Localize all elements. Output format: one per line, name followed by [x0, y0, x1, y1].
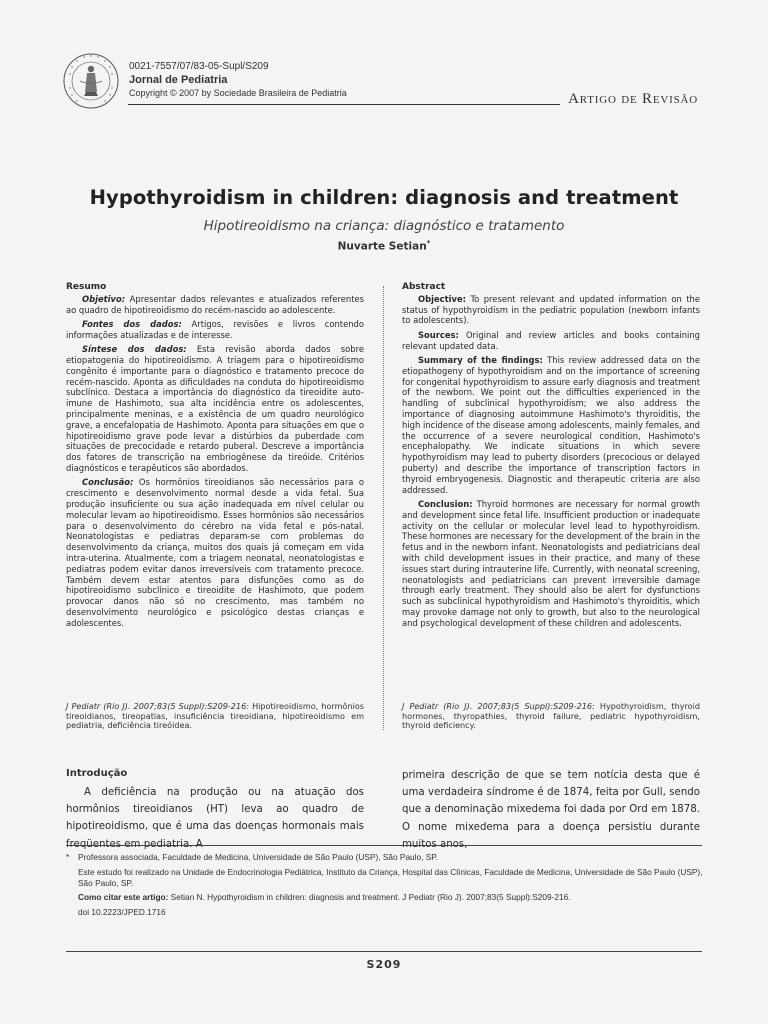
- resumo-sintese-text: Esta revisão aborda dados sobre etiopatogenia do hipotireoidismo. A triagem para o hipotireoidismo congênito é importante para o diagnóstico e tratamento precoce do recém-nascido. Aponta as dificuldades na conduta do hipotireoidismo subclínico. Destaca a importância do diagnóstico da tireoidite auto-imune de Hashimoto, sua alta incidência entre os adolescentes, principalmente meninas, e a existência de um quadro neurológico grave, a encefalopatia de Hashimoto. Aponta para situações em que o hipotireoidismo grave pode levar a distúrbios da puberdade com situações de precocidade e retardo puberal. Descreve a importância dos fatores de transcrição na embriogênese da tireóide. Critérios diagnósticos e terapêuticos são abordados.: [66, 344, 364, 473]
- resumo-conclusao-label: Conclusão:: [82, 477, 134, 488]
- abstract-summary: [402, 355, 700, 495]
- abstract-conclusion-text: Thyroid hormones are necessary for normal growth and development since fetal life. Insufficient production or inadequate activity on the cellular or molecular level lead to hypothyroidism. These hormones are necessary for the development of the brain in the fetus and in the newborn infant. Neonatologists and pediatricians deal with child development issues in their practice, and many of these issues start during intrauterine life. Currently, with neonatal screening, neonatologists and pediatricians can prevent irreversible damage through early treatment. They should also be alert for dysfunctions such as subclinical hypothyroidism and Hashimoto's thyroiditis, which may provoke damage not only to growth, but also to the neurological and psychological development of these children and adolescents.: [402, 498, 700, 628]
- resumo-heading: Resumo: [66, 282, 107, 292]
- intro-paragraph-left: A deficiência na produção ou na atuação dos hormônios tireoidianos (HT) leva ao quadro de hipotireoidismo, que é uma das doenças hormonais mais freqüentes em pediatria. A: [66, 787, 364, 850]
- abstract-objective-label: Objective:: [418, 293, 466, 304]
- abstract-sources-text: Original and review articles and books containing relevant updated data.: [402, 329, 700, 351]
- abstract-objective-text: To present relevant and updated information on the status of hypothyroidism in the pediatric population (newborn infants to adolescents).: [402, 293, 700, 326]
- column-divider: [383, 286, 384, 730]
- author-footnote-mark: *: [426, 239, 431, 247]
- footnote-institution: Este estudo foi realizado na Unidade de Endocrinologia Pediátrica, Instituto da Criança, Hospital das Clínicas, Faculdade de Medicina, Universidade de São Paulo (USP), São Paulo, SP.: [78, 867, 703, 888]
- footnote-doi: doi 10.2223/JPED.1716: [78, 907, 166, 917]
- article-subtitle: Hipotireoidismo na criança: diagnóstico e tratamento: [203, 218, 565, 234]
- journal-name: Jornal de Pediatria: [129, 74, 228, 86]
- abstract-conclusion: [402, 499, 700, 629]
- resumo-keywords-text: Hipotireoidismo, hormônios tireoidianos, tireopatias, insuficiência tireoidiana, hipotireoidismo em pediatria, deficiência tireóidea.: [66, 701, 364, 731]
- intro-paragraph-right: primeira descrição de que se tem notícia desta que é uma verdadeira síndrome é de 1874, feita por Gull, sendo que a denominação mixedema foi dada por Ord em 1878. O nome mixedema para a doença persistiu durante muitos anos,: [402, 770, 700, 850]
- author-line: [0, 239, 768, 253]
- resumo-conclusao: [66, 477, 364, 628]
- abstract-summary-label: Summary of the findings:: [418, 354, 543, 365]
- section-label: Artigo de Revisão: [568, 91, 698, 107]
- author-name: Nuvarte Setian: [337, 240, 427, 253]
- resumo-objetivo-text: Apresentar dados relevantes e atualizados referentes ao quadro de hipotireoidismo do recém-nascido ao adolescente.: [66, 293, 364, 315]
- footnote-affiliation: Professora associada, Faculdade de Medicina, Universidade de São Paulo (USP), São Paulo, SP.: [78, 852, 439, 862]
- footnote-rule: [66, 845, 702, 846]
- abstract-sources-label: Sources:: [418, 329, 459, 340]
- resumo-sintese: [66, 344, 364, 474]
- abstract-heading: Abstract: [402, 282, 446, 292]
- abstract-sources: [402, 330, 700, 352]
- intro-text-right: [402, 767, 700, 853]
- footnote-citation: [78, 892, 703, 903]
- resumo-fontes-text: Artigos, revisões e livros contendo informações atualizadas e de interesse.: [66, 318, 364, 340]
- resumo-keywords: [66, 702, 364, 731]
- resumo-sintese-label: Síntese dos dados:: [82, 344, 187, 355]
- resumo-section: [66, 282, 364, 632]
- footnote-cite-label: Como citar este artigo:: [78, 892, 169, 902]
- abstract-keywords-text: Hypothyroidism, thyroid hormones, thyropathies, thyroid failure, pediatric hypothyroidism, thyroid deficiency.: [402, 701, 700, 731]
- header-rule: [128, 104, 560, 105]
- resumo-fontes-label: Fontes dos dados:: [82, 318, 182, 329]
- footnote-mark: *: [66, 852, 70, 862]
- page-rule: [66, 951, 702, 952]
- footnote-cite-text: Setian N. Hypothyroidism in children: diagnosis and treatment. J Pediatr (Rio J). 2007;83(5 Suppl):S209-216.: [168, 892, 571, 902]
- abstract-summary-text: This review addressed data on the etiopathogeny of hypothyroidism and on the importance of screening for congenital hypothyroidism to assure early diagnosis and treatment of the newborn. We point out the difficulties experienced in the handling of subclinical hypothyroidism; we also address the importance of diagnosing autoimmune Hashimoto's thyroiditis, the high incidence of the disease among adolescents, mainly females, and the occurrence of a severe neurological condition, Hashimoto's encephalopathy. We indicate situations in which severe hypothyroidism may lead to puberty disorders (precocious or delayed puberty) and describe the importance of transcription factors in thyroid embryogenesis. Diagnostic and therapeutic criteria are also addressed.: [402, 354, 700, 495]
- abstract-section: [402, 282, 700, 632]
- resumo-fontes: [66, 319, 364, 341]
- abstract-conclusion-label: Conclusion:: [418, 498, 473, 509]
- resumo-conclusao-text: Os hormônios tireoidianos são necessários para o crescimento e desenvolvimento normal desde a vida fetal. Sua produção insuficiente ou sua ação inadequada em nível celular ou molecular levam ao hipotireoidismo. Esses hormônios são necessários para o desenvolvimento do cérebro na vida fetal e pós-natal. Neonatologistas e pediatras deparam-se com problemas do desenvolvimento da criança, muitos dos quais já começam em vida intra-uterina. Atualmente, com a triagem neonatal, neonatologistas e pediatras podem evitar danos irreversíveis com tratamento precoce. Também devem estar atentos para disfunções como as do hipotireoidismo subclínico e tireoidite de Hashimoto, que podem provocar danos não só no crescimento, mas também no desenvolvimento neurológico e psicológico destas crianças e adolescentes.: [66, 477, 364, 628]
- resumo-objetivo: [66, 294, 364, 316]
- copyright: Copyright © 2007 by Sociedade Brasileira de Pediatria: [129, 88, 347, 98]
- article-title: Hypothyroidism in children: diagnosis and treatment: [89, 186, 679, 209]
- journal-seal-logo: [62, 52, 120, 110]
- abstract-keywords: [402, 702, 700, 731]
- page-number: S209: [366, 958, 402, 971]
- journal-code: 0021-7557/07/83-05-Supl/S209: [129, 61, 269, 72]
- intro-text-left: [66, 784, 364, 853]
- resumo-citation: J Pediatr (Rio J). 2007;83(5 Suppl):S209-216:: [66, 701, 249, 711]
- intro-heading: Introdução: [66, 768, 128, 779]
- abstract-objective: [402, 294, 700, 326]
- abstract-citation: J Pediatr (Rio J). 2007;83(5 Suppl):S209-216:: [402, 701, 595, 711]
- resumo-objetivo-label: Objetivo:: [82, 293, 126, 304]
